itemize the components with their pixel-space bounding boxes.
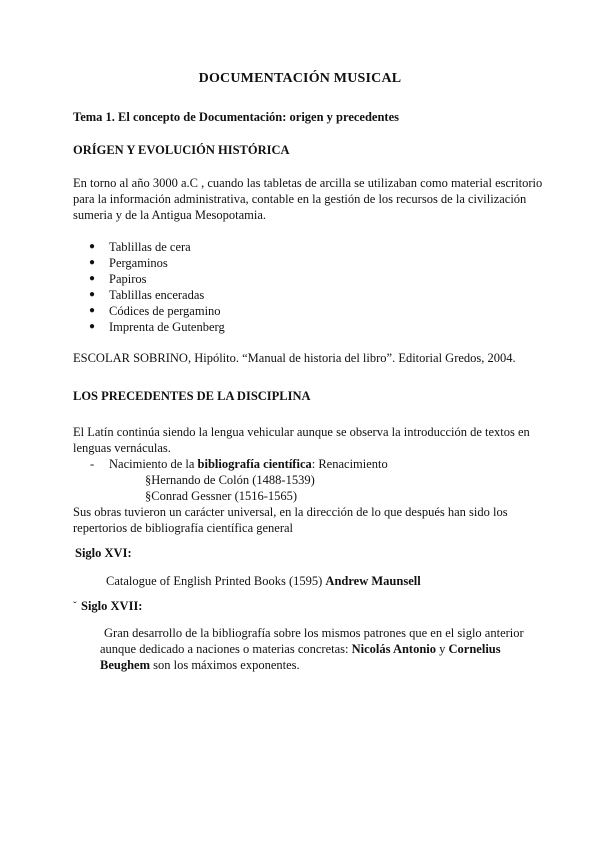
document-title: DOCUMENTACIÓN MUSICAL (198, 71, 402, 86)
topic-heading: Tema 1. El concepto de Documentación: origen y precedentes (73, 110, 400, 124)
catalogue-line: Catalogue of English Printed Books (1595) Andrew Maunsell (106, 574, 421, 588)
paragraph-origin-line: sumeria y de la Antigua Mesopotamia. (73, 208, 267, 222)
paragraph-works-line: Sus obras tuvieron un carácter universal, en la dirección de lo que después han sido los (73, 505, 508, 519)
sub-item-colon: §Hernando de Colón (1488-1539) (145, 473, 315, 487)
caron-mark: ˇ (73, 600, 77, 612)
siglo-xvii-heading: Siglo XVII: (81, 599, 143, 613)
bibliography-birth-line: Nacimiento de la bibliografía científica: Renacimiento (109, 457, 388, 471)
bullet-icon: ● (89, 289, 96, 300)
siglo-xvi-heading: Siglo XVI: (75, 546, 132, 560)
sub-item-gessner: §Conrad Gessner (1516-1565) (145, 489, 298, 503)
paragraph-siglo-xvii-line: Gran desarrollo de la bibliografía sobre los mismos patrones que en el siglo anterior (104, 626, 524, 640)
paragraph-origin-line: para la información administrativa, contable en la gestión de los recursos de la civilización (73, 192, 527, 206)
materials-list (89, 239, 225, 335)
paragraph-latin-line: lenguas vernáculas. (73, 441, 171, 455)
bullet-icon: ● (89, 257, 96, 268)
bullet-icon: ● (89, 273, 96, 284)
bullet-icon: ● (89, 321, 96, 332)
bullet-icon: ● (89, 241, 96, 252)
list-item: ● Códices de pergamino (89, 304, 221, 318)
bullet-icon: ● (89, 305, 96, 316)
paragraph-works-line: repertorios de bibliografía científica general (73, 521, 294, 535)
list-item: ● Tablillas enceradas (89, 288, 205, 302)
paragraph-origin-line: En torno al año 3000 a.C , cuando las tabletas de arcilla se utilizaban como material escritorio (73, 176, 543, 190)
reference-citation: ESCOLAR SOBRINO, Hipólito. “Manual de historia del libro”. Editorial Gredos, 2004. (73, 351, 516, 365)
list-item: ● Pergaminos (89, 256, 168, 270)
section-heading-origin: ORÍGEN Y EVOLUCIÓN HISTÓRICA (73, 143, 290, 157)
paragraph-siglo-xvii-line: aunque dedicado a naciones o materias concretas: Nicolás Antonio y Cornelius (100, 642, 501, 656)
dash-marker: - (90, 457, 95, 471)
list-item: ● Imprenta de Gutenberg (89, 320, 225, 334)
paragraph-siglo-xvii-line: Beughem son los máximos exponentes. (100, 658, 300, 672)
section-heading-precedents: LOS PRECEDENTES DE LA DISCIPLINA (73, 389, 311, 403)
list-item: ● Papiros (89, 272, 147, 286)
list-item: ● Tablillas de cera (89, 240, 191, 254)
paragraph-latin-line: El Latín continúa siendo la lengua vehicular aunque se observa la introducción de textos en (73, 425, 530, 439)
